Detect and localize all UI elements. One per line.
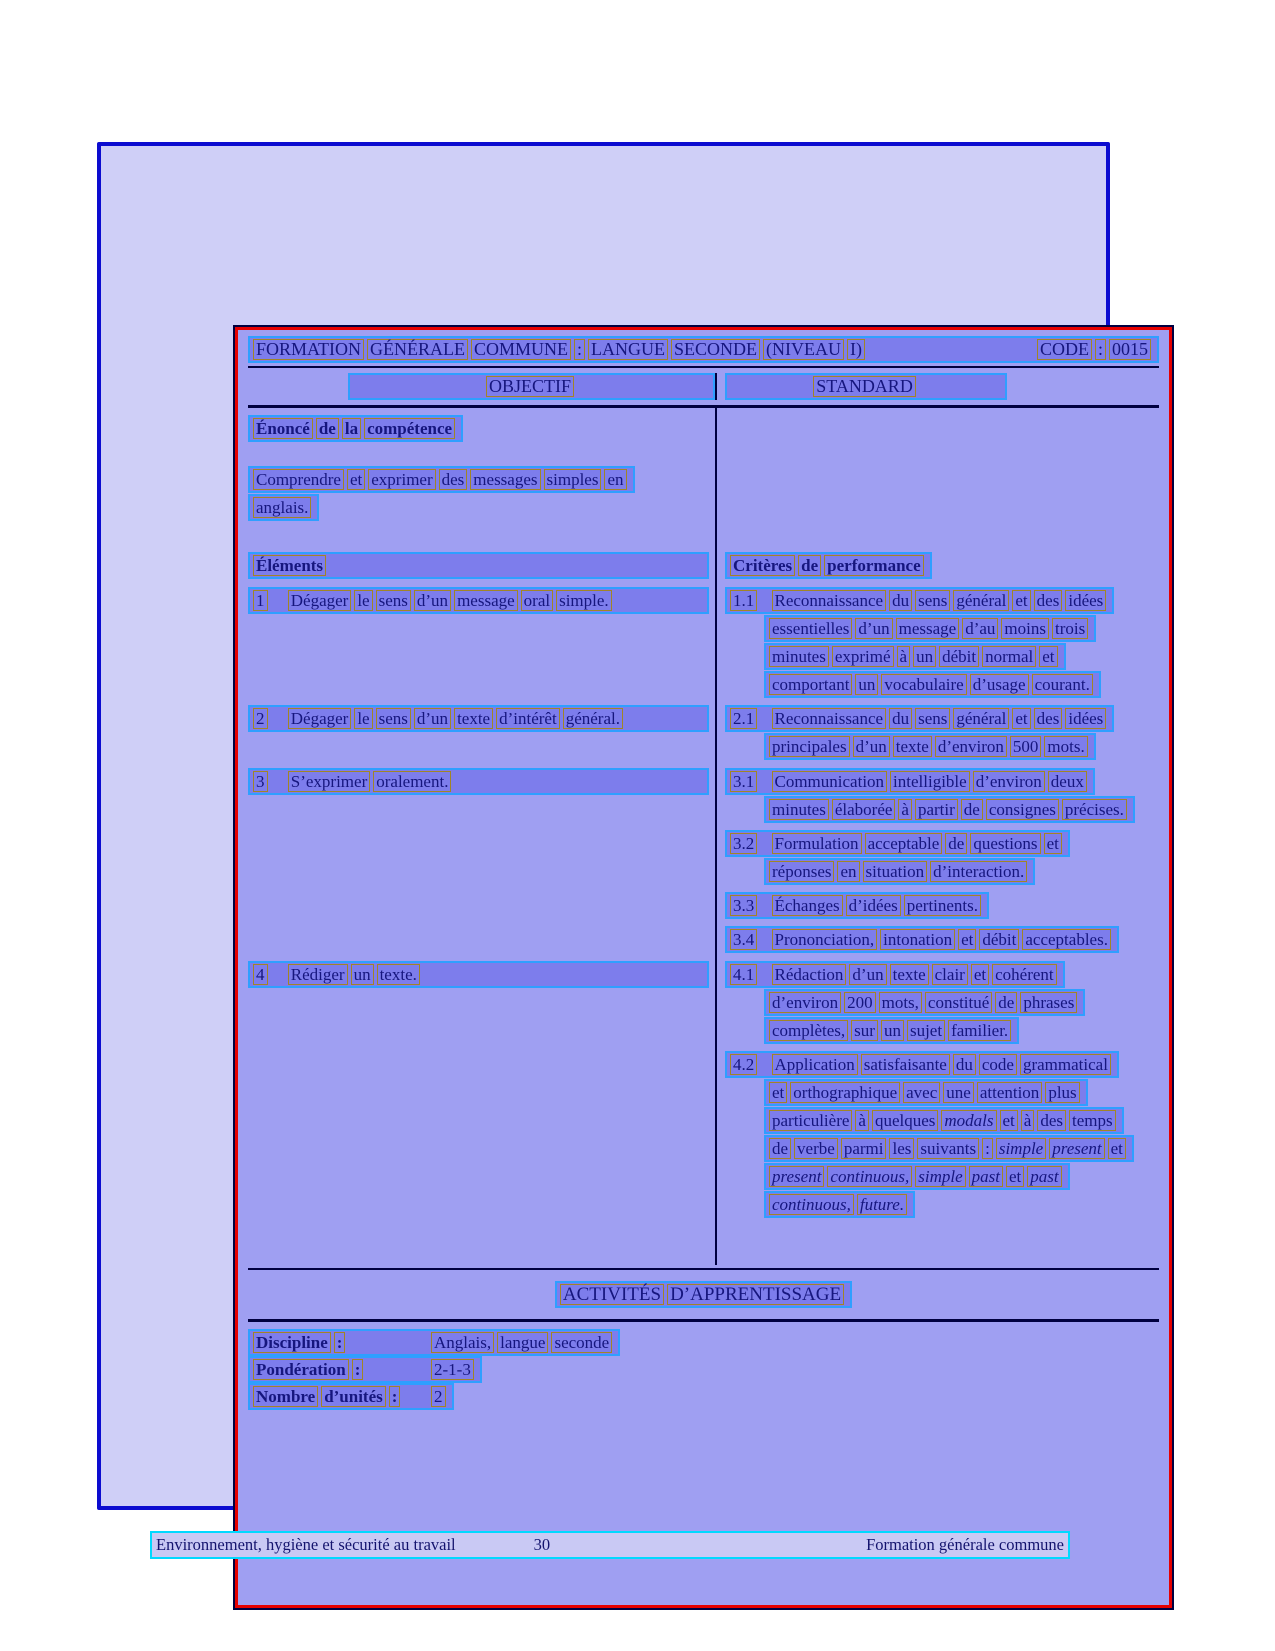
standard-header	[725, 373, 1007, 400]
element-1-text: Dégager le sens d’un message oral simple.	[288, 591, 615, 610]
criterion-4-1-line-3: complètes, sur un sujet familier.	[764, 1017, 1019, 1044]
activities-title-box	[555, 1281, 852, 1308]
activities-title-text: ACTIVITÉS D’APPRENTISSAGE	[560, 1284, 847, 1305]
criterion-4-1	[725, 961, 1159, 1044]
criteres-heading-text: Critères de performance	[730, 556, 927, 575]
course-table	[235, 327, 1172, 1608]
element-3-text: S’exprimer oralement.	[288, 772, 455, 791]
criterion-3-4-line-1	[725, 926, 1119, 953]
activities-title-row	[248, 1270, 1159, 1319]
criteria-3-cell	[715, 761, 1159, 954]
criterion-3-1-number: 3.1	[730, 771, 757, 792]
elements-heading	[248, 552, 709, 579]
element-row-4	[248, 954, 1159, 1219]
element-2	[248, 705, 709, 732]
criterion-4-2-line-4: de verbe parmi les suivants : simple present et	[764, 1135, 1134, 1162]
objectif-label: OBJECTIF	[486, 376, 577, 396]
criterion-3-4-text: Prononciation, intonation et débit acceptables.	[772, 930, 1114, 949]
element-row-1	[248, 579, 1159, 699]
criterion-3-2	[725, 830, 1159, 885]
criterion-3-3	[725, 892, 1159, 919]
criterion-4-2-line-6: continuous, future.	[764, 1191, 915, 1218]
enonce-heading-text: Énoncé de la compétence	[253, 419, 458, 438]
element-row-3	[248, 761, 1159, 954]
element-2-cell	[248, 699, 715, 761]
title-bar	[248, 336, 1159, 363]
criterion-4-2-number: 4.2	[730, 1054, 757, 1075]
elements-heading-text: Éléments	[253, 556, 329, 575]
course-code: CODE : 0015	[1037, 339, 1154, 360]
criteria-1-cell	[715, 579, 1159, 699]
element-4	[248, 961, 709, 988]
element-4-number: 4	[253, 964, 268, 985]
footer-left-text: Environnement, hygiène et sécurité au travail	[156, 1535, 456, 1554]
standard-label: STANDARD	[813, 376, 919, 396]
criterion-1-1-line-3: minutes exprimé à un débit normal et	[764, 643, 1066, 670]
criterion-2-1	[725, 705, 1159, 760]
criterion-2-1-text: Reconnaissance du sens général et des idées	[772, 709, 1110, 728]
element-4-text: Rédiger un texte.	[288, 965, 423, 984]
unites-row	[248, 1383, 454, 1410]
criterion-4-1-text: Rédaction d’un texte clair et cohérent	[772, 965, 1060, 984]
enonce-line-1	[248, 466, 635, 493]
criterion-4-2-line-5: present continuous, simple past et past	[764, 1163, 1070, 1190]
elements-heading-cell	[248, 522, 715, 579]
divider-under-title	[248, 366, 1159, 368]
footer-bar	[150, 1531, 1070, 1559]
subheadings-row	[248, 522, 1159, 579]
criterion-4-2-line-2: et orthographique avec une attention plus	[764, 1079, 1088, 1106]
objectif-header	[348, 373, 715, 400]
element-3-number: 3	[253, 771, 268, 792]
enonce-cell	[248, 408, 715, 522]
criterion-3-1-text: Communication intelligible d’environ deux	[772, 772, 1090, 791]
unites-label: Nombre d’unités :	[253, 1386, 431, 1407]
body-filler-left	[248, 1219, 715, 1265]
footer-page-number: 30	[533, 1535, 551, 1554]
objectif-header-cell	[248, 373, 715, 400]
element-1	[248, 587, 709, 614]
enonce-line-2	[248, 494, 319, 521]
ponderation-label: Pondération :	[253, 1359, 431, 1380]
enonce-row	[248, 408, 1159, 522]
activities-block	[248, 1322, 1159, 1410]
criterion-4-2-line-3: particulière à quelques modals et à des temps	[764, 1107, 1124, 1134]
ponderation-value: 2-1-3	[431, 1359, 477, 1380]
body-filler-right	[715, 1219, 1159, 1265]
criterion-2-1-line-2: principales d’un texte d’environ 500 mots.	[764, 733, 1096, 760]
criterion-4-1-line-2: d’environ 200 mots, constitué de phrases	[764, 989, 1085, 1016]
discipline-value: Anglais, langue seconde	[431, 1332, 615, 1353]
criterion-2-1-line-1	[725, 705, 1114, 732]
criterion-1-1-line-1	[725, 587, 1114, 614]
criterion-2-1-number: 2.1	[730, 708, 757, 729]
enonce-line-2-text: anglais.	[253, 498, 314, 517]
element-3	[248, 768, 709, 795]
criterion-4-1-line-1	[725, 961, 1065, 988]
element-4-cell	[248, 954, 715, 1219]
criterion-3-2-text: Formulation acceptable de questions et	[772, 834, 1065, 853]
element-1-cell	[248, 579, 715, 699]
element-2-number: 2	[253, 708, 268, 729]
ponderation-row	[248, 1356, 482, 1383]
criterion-3-3-number: 3.3	[730, 895, 757, 916]
criteria-4-cell	[715, 954, 1159, 1219]
criteres-heading-cell	[715, 522, 1159, 579]
criterion-1-1-line-4: comportant un vocabulaire d’usage courant.	[764, 671, 1101, 698]
criterion-4-2	[725, 1051, 1159, 1218]
element-row-2	[248, 699, 1159, 761]
criterion-3-2-number: 3.2	[730, 833, 757, 854]
criterion-3-3-text: Échanges d’idées pertinents.	[772, 896, 985, 915]
criterion-3-4-number: 3.4	[730, 929, 757, 950]
criterion-3-2-line-1	[725, 830, 1070, 857]
column-headers-row	[248, 373, 1159, 400]
criterion-3-4	[725, 926, 1159, 953]
element-1-number: 1	[253, 590, 268, 611]
criterion-4-1-number: 4.1	[730, 964, 757, 985]
criterion-1-1	[725, 587, 1159, 698]
unites-value: 2	[431, 1386, 449, 1407]
course-title: FORMATION GÉNÉRALE COMMUNE : LANGUE SECONDE (NIVEAU I)	[253, 339, 868, 360]
discipline-label: Discipline :	[253, 1332, 431, 1353]
criterion-3-1	[725, 768, 1159, 823]
criterion-3-1-line-1	[725, 768, 1095, 795]
standard-header-cell	[715, 373, 1159, 400]
criterion-4-2-line-1	[725, 1051, 1119, 1078]
criteria-2-cell	[715, 699, 1159, 761]
element-2-text: Dégager le sens d’un texte d’intérêt général.	[288, 709, 626, 728]
criterion-4-2-text: Application satisfaisante du code grammatical	[772, 1055, 1114, 1074]
document-page-frame	[97, 142, 1148, 1510]
enonce-line-1-text: Comprendre et exprimer des messages simples en	[253, 470, 630, 489]
table-body	[248, 408, 1159, 1265]
element-3-cell	[248, 761, 715, 954]
footer-right-text: Formation générale commune	[866, 1535, 1064, 1554]
criterion-3-1-line-2: minutes élaborée à partir de consignes précises.	[764, 796, 1135, 823]
criterion-1-1-text: Reconnaissance du sens général et des idées	[772, 591, 1110, 610]
discipline-row	[248, 1329, 620, 1356]
body-filler-row	[248, 1219, 1159, 1265]
criterion-1-1-line-2: essentielles d’un message d’au moins trois	[764, 615, 1096, 642]
enonce-standard-empty-cell	[715, 408, 1159, 522]
criterion-3-2-line-2: réponses en situation d’interaction.	[764, 858, 1035, 885]
criterion-3-3-line-1	[725, 892, 989, 919]
criteres-heading	[725, 552, 932, 579]
criterion-1-1-number: 1.1	[730, 590, 757, 611]
enonce-heading	[248, 415, 463, 442]
